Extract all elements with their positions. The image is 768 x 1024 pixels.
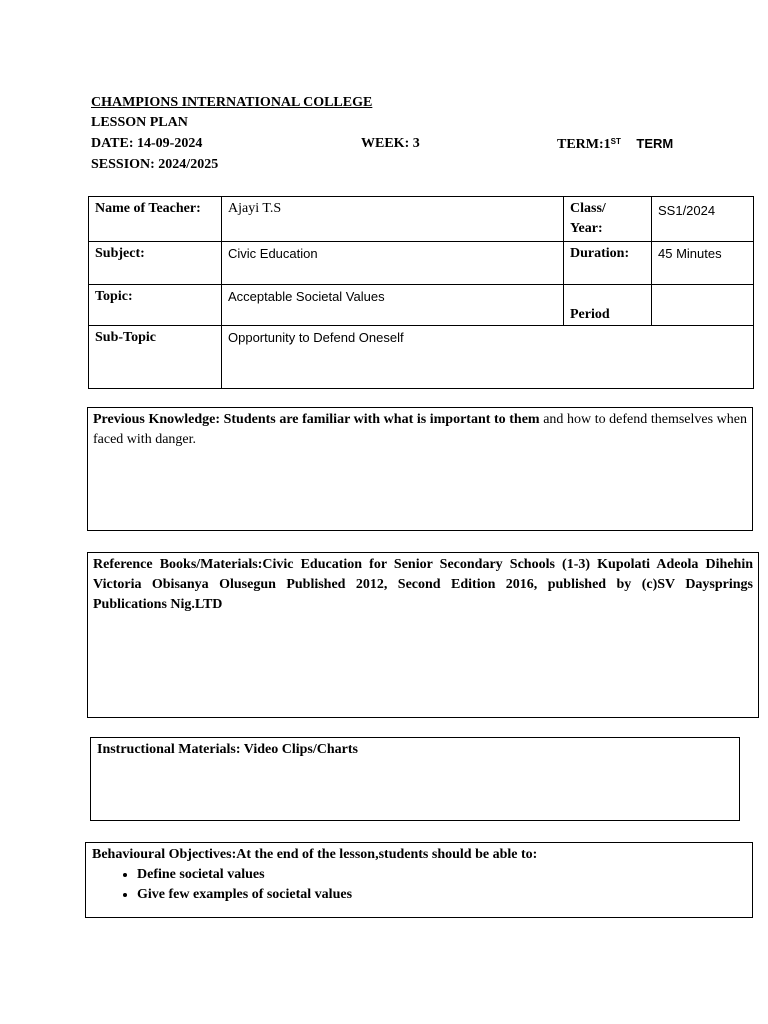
topic-label: Topic: — [89, 285, 222, 326]
table-row — [89, 326, 754, 389]
table-row — [89, 242, 754, 285]
list-item: • Give few examples of societal values — [137, 885, 747, 905]
term-sup: ST — [610, 137, 621, 146]
period-label: Period — [564, 285, 652, 326]
doc-title: LESSON PLAN — [91, 115, 188, 130]
objectives-intro: Behavioural Objectives:At the end of the lesson,students should be able to: — [92, 847, 538, 862]
duration-value: 45 Minutes — [652, 242, 754, 285]
college-name: CHAMPIONS INTERNATIONAL COLLEGE — [91, 95, 373, 110]
subject-value: Civic Education — [222, 242, 564, 285]
class-label-line2: Year: — [570, 221, 603, 236]
lesson-term — [557, 135, 673, 154]
table-row — [89, 197, 754, 242]
class-value: SS1/2024 — [652, 197, 754, 242]
previous-knowledge-box — [87, 407, 753, 531]
subtopic-label: Sub-Topic — [89, 326, 222, 389]
objectives-list — [92, 865, 747, 905]
lesson-week: WEEK: 3 — [361, 136, 420, 151]
term-suffix: TERM — [636, 136, 674, 151]
class-label-line1: Class/ — [570, 201, 606, 216]
session: SESSION: 2024/2025 — [91, 157, 219, 172]
term-prefix: TERM:1 — [557, 137, 611, 152]
subject-label: Subject: — [89, 242, 222, 285]
behavioural-objectives-box — [85, 842, 753, 918]
duration-label: Duration: — [564, 242, 652, 285]
class-label — [564, 197, 652, 242]
teacher-label: Name of Teacher: — [89, 197, 222, 242]
previous-knowledge-bold: Previous Knowledge: Students are familiar with what is important to them — [93, 412, 540, 427]
previous-knowledge-rest: and how to defend themselves when faced with danger. — [93, 412, 747, 447]
lesson-info-table — [88, 196, 754, 389]
instructional-materials-box: Instructional Materials: Video Clips/Charts — [90, 737, 740, 821]
list-item: • Define societal values — [137, 865, 747, 885]
period-value — [652, 285, 754, 326]
subtopic-value: Opportunity to Defend Oneself — [222, 326, 754, 389]
topic-value: Acceptable Societal Values — [222, 285, 564, 326]
lesson-date: DATE: 14-09-2024 — [91, 136, 203, 151]
reference-books-box: Reference Books/Materials:Civic Education for Senior Secondary Schools (1-3) Kupolati Adeola Dihehin Victoria Obisanya Olusegun Published 2012, Second Edition 2016, published by (c)SV Daysprings Publications Nig.LTD — [87, 552, 759, 718]
table-row — [89, 285, 754, 326]
teacher-value: Ajayi T.S — [222, 197, 564, 242]
